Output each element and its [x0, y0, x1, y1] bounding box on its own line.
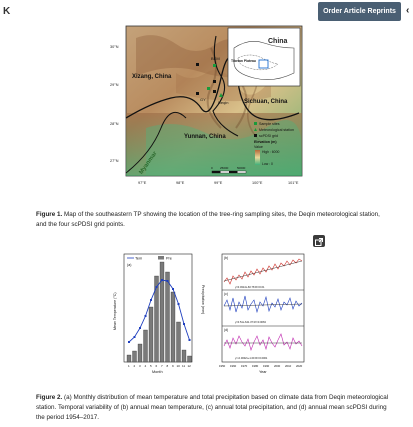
month-tick: 4 [144, 364, 147, 368]
site-label-bem: BEM [211, 56, 220, 61]
lon-label-100: 100°E [252, 181, 263, 185]
month-tick: 7 [161, 364, 163, 368]
expand-figure-button[interactable] [313, 235, 325, 247]
figure-2-panels[interactable] [110, 250, 310, 378]
inset-label-tibetan-plateau: Tibetan Plateau [231, 59, 256, 63]
scpdsi-grid-point [213, 90, 216, 93]
panel-label-c: (c) [224, 292, 228, 296]
scale-label-0: 0 [211, 166, 213, 170]
panel-label-b: (b) [224, 256, 229, 260]
month-tick: 9 [172, 364, 174, 368]
month-tick: 5 [150, 364, 152, 368]
x-label-year: Year [259, 370, 267, 374]
panel-label-a: (a) [127, 263, 132, 267]
y-label-precipitation: Precipitation (mm) [201, 285, 205, 315]
figure-1-caption-label: Figure 1. [36, 211, 63, 218]
sample-site-marker [213, 64, 216, 67]
y-label-mean-temperature: Mean Temperature (°C) [113, 292, 117, 330]
page-header-fragment: K [3, 6, 11, 17]
figure-1-caption-text: Map of the southeastern TP showing the location of the tree-ring sampling sites, the Deqin meteorological station, and the four scPDSI grid points. [36, 211, 380, 228]
site-label-gy: GY [200, 97, 206, 102]
year-tick: 1990 [263, 364, 270, 368]
figure-2-caption-label: Figure 2. [36, 394, 63, 401]
equation-d: y=-0.0002x+1.09 R²=0.0001 [235, 357, 268, 360]
lon-label-98: 98°E [176, 181, 185, 185]
region-label-xizang: Xizang, China [132, 74, 172, 80]
lon-label-97: 97°E [138, 181, 147, 185]
month-tick: 3 [139, 364, 141, 368]
year-tick: 2000 [274, 364, 281, 368]
month-tick: 11 [182, 364, 186, 368]
scpdsi-grid-point [196, 92, 199, 95]
legend-high: High : 6000 [262, 150, 280, 154]
figure-2-graphic [110, 250, 310, 378]
year-tick: 2010 [285, 364, 292, 368]
scale-label-50000: 50000 [237, 166, 246, 170]
region-label-myanmar: Myanmar [138, 150, 159, 176]
legend-value-title: Value [254, 145, 263, 149]
figure-1-caption [36, 210, 392, 230]
month-tick: 10 [176, 364, 180, 368]
legend-elevation-title: Elevation (m) [254, 140, 277, 144]
equation-b: y=0.0314x-60.78 R²=0.61 [235, 286, 265, 289]
sample-site-marker [207, 87, 210, 90]
region-label-sichuan: Sichuan, China [244, 99, 288, 105]
lat-label-30: 30°N [110, 45, 119, 49]
legend-scpdsi-grid: scPDSI grid [259, 134, 278, 138]
year-tick: 1960 [230, 364, 237, 368]
year-tick: 1950 [219, 364, 226, 368]
legend-meteorological-station: Meteorological station [259, 128, 294, 132]
scpdsi-grid-point [196, 63, 199, 66]
x-label-month: Month [152, 370, 163, 374]
map-graphic [110, 18, 316, 196]
lon-label-101: 101°E [288, 181, 299, 185]
figure-1-map[interactable] [110, 18, 316, 196]
lat-label-29: 29°N [110, 83, 119, 87]
month-tick: 12 [187, 364, 191, 368]
legend-tem: Tem [135, 256, 143, 261]
month-tick: 6 [155, 364, 158, 368]
site-label-deqin: Deqin [218, 100, 229, 105]
month-tick: 1 [128, 364, 130, 368]
expand-icon [313, 236, 325, 248]
year-tick: 1980 [252, 364, 259, 368]
inset-label-china: China [268, 38, 288, 45]
figure-2-caption [36, 393, 392, 423]
legend-low: Low : 0 [262, 162, 273, 166]
equation-c: y=0.51x-641.37 R²=0.0063 [235, 321, 266, 324]
year-tick: 2020 [296, 364, 303, 368]
month-tick: 2 [133, 364, 136, 368]
legend-pre: Pre [166, 256, 172, 261]
lat-label-28: 28°N [110, 122, 119, 126]
scpdsi-grid-point [213, 80, 216, 83]
year-tick: 1970 [241, 364, 248, 368]
lat-label-27: 27°N [110, 159, 119, 163]
order-article-reprints-button[interactable]: Order Article Reprints [318, 2, 401, 21]
lon-label-99: 99°E [214, 181, 223, 185]
month-tick: 8 [166, 364, 169, 368]
figure-2-caption-text: (a) Monthly distribution of mean temperature and total precipitation based on climate data from Deqin meteorological station. Temporal variability of (b) annual mean temperature, (c) annual total precipitation, and (d) annual mean scPDSI during the period 1954–2017. [36, 394, 389, 421]
legend-sample-sites: Sample sites [259, 122, 280, 126]
scale-label-25000: 25000 [220, 166, 229, 170]
region-label-yunnan: Yunnan, China [184, 134, 226, 140]
panel-label-d: (d) [224, 328, 229, 332]
truncated-control[interactable]: ‹ [406, 5, 410, 16]
